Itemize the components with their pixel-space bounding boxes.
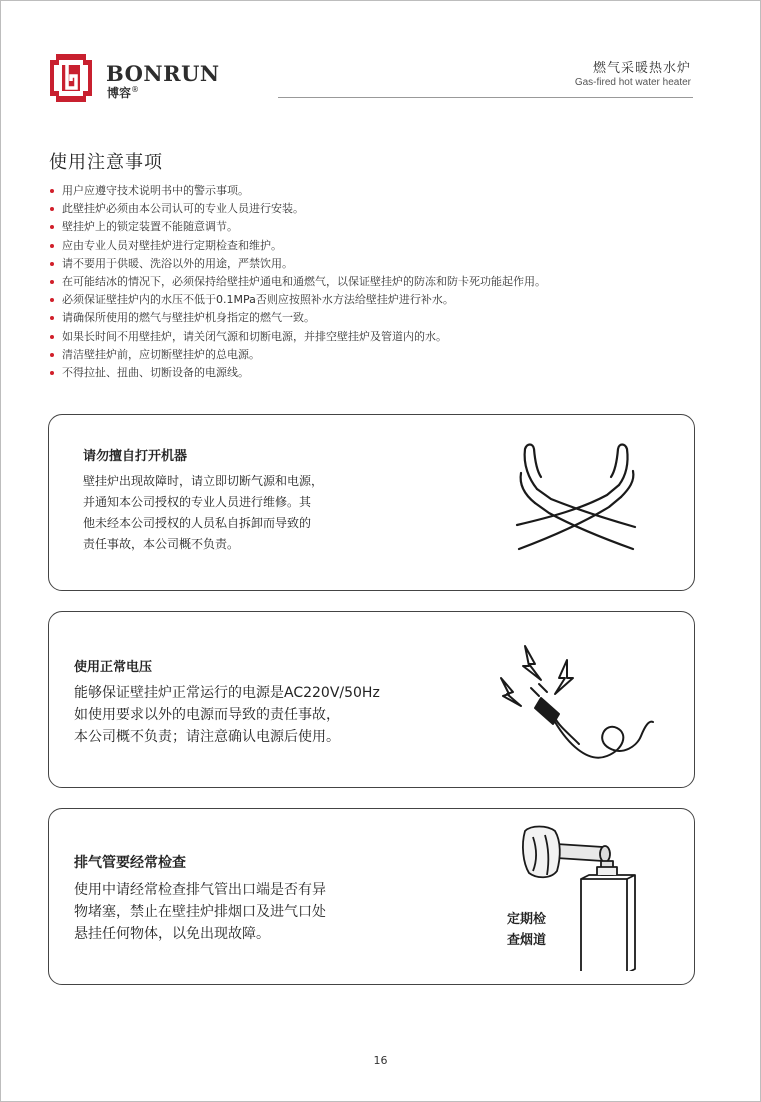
notice-item: 请不要用于供暖、洗浴以外的用途，严禁饮用。 [49, 255, 546, 273]
boiler-flue-icon [521, 821, 639, 971]
brand-name-cn: 博容® [107, 85, 140, 100]
card-title: 使用正常电压 [74, 660, 153, 675]
card-title: 请勿擅自打开机器 [83, 449, 188, 464]
card-body: 壁挂炉出现故障时，请立即切断气源和电源， 并通知本公司授权的专业人员进行维修。其 他未经本公司授权的人员私自拆卸而导致的 责任事故，本公司概不负责。 [83, 474, 324, 551]
notice-item: 此壁挂炉必须由本公司认可的专业人员进行安装。 [49, 200, 546, 218]
warning-card-no-disassembly [48, 414, 695, 591]
header-title-cn: 燃气采暖热水炉 [592, 61, 691, 76]
registered-mark: ® [131, 85, 140, 94]
notice-item: 用户应遵守技术说明书中的警示事项。 [49, 182, 546, 200]
notice-item: 应由专业人员对壁挂炉进行定期检查和维护。 [49, 237, 546, 255]
notice-item: 如果长时间不用壁挂炉，请关闭气源和切断电源，并排空壁挂炉及管道内的水。 [49, 328, 546, 346]
section-title: 使用注意事项 [49, 152, 163, 173]
figure-label: 定期检 查烟道 [507, 912, 547, 948]
notice-item: 不得拉扯、扭曲、切断设备的电源线。 [49, 364, 546, 382]
header-title-en: Gas-fired hot water heater [574, 77, 691, 88]
card-body: 能够保证壁挂炉正常运行的电源是AC220V/50Hz 如使用要求以外的电源而导致的责任事故， 本公司概不负责；请注意确认电源后使用。 [74, 685, 380, 745]
header-divider [278, 97, 693, 98]
brand-name-en: BONRUN [106, 61, 220, 86]
notice-item: 清洁壁挂炉前，应切断壁挂炉的总电源。 [49, 346, 546, 364]
warning-card-voltage [48, 611, 695, 788]
notice-item: 必须保证壁挂炉内的水压不低于0.1MPa否则应按照补水方法给壁挂炉进行补水。 [49, 291, 546, 309]
card-title: 排气管要经常检查 [74, 855, 186, 871]
page-number: 16 [373, 1054, 388, 1067]
notice-item: 壁挂炉上的锁定装置不能随意调节。 [49, 218, 546, 236]
bonrun-logo-icon [48, 52, 94, 104]
card-body: 使用中请经常检查排气管出口端是否有异 物堵塞，禁止在壁挂炉排烟口及进气口处 悬挂任何物体，以免出现故障。 [74, 882, 326, 942]
power-plug-icon [497, 634, 657, 774]
notice-item: 在可能结冰的情况下，必须保持给壁挂炉通电和通燃气，以保证壁挂炉的防冻和防卡死功能起作用。 [49, 273, 546, 291]
notice-list [49, 182, 546, 382]
crossed-arms-icon [511, 437, 641, 552]
notice-item: 请确保所使用的燃气与壁挂炉机身指定的燃气一致。 [49, 309, 546, 327]
warning-card-flue-check [48, 808, 695, 985]
